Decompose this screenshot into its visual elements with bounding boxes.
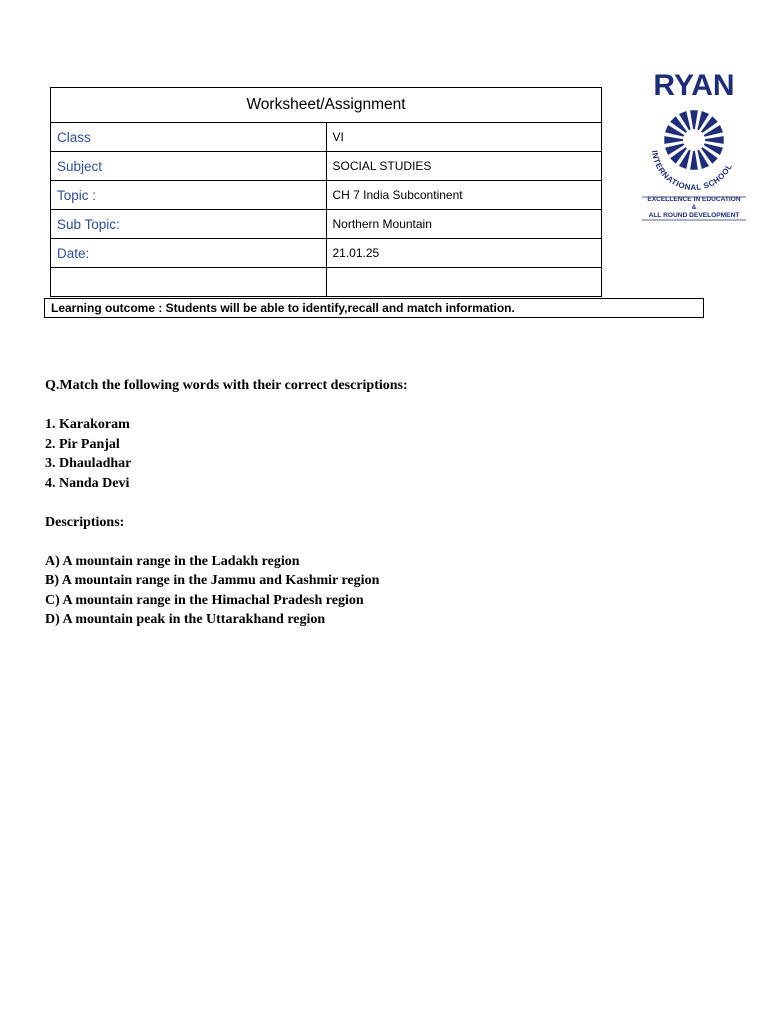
sunburst-icon bbox=[664, 110, 723, 169]
topic-value: CH 7 India Subcontinent bbox=[326, 181, 602, 210]
question-prompt: Q.Match the following words with their correct descriptions: bbox=[45, 378, 408, 393]
logo-motto-line1: EXCELLENCE IN EDUCATION bbox=[647, 196, 741, 203]
descriptions-heading: Descriptions: bbox=[45, 514, 125, 530]
class-label: Class bbox=[51, 123, 327, 152]
sunburst-ray bbox=[690, 151, 698, 170]
sub-topic-value: Northern Mountain bbox=[326, 210, 602, 239]
logo-motto-line2: ALL ROUND DEVELOPMENT bbox=[648, 212, 740, 219]
sunburst-ray bbox=[690, 110, 698, 129]
class-row bbox=[51, 123, 602, 152]
logo-school-text: INTERNATIONAL SCHOOL bbox=[650, 149, 735, 193]
topic-row bbox=[51, 181, 602, 210]
sub-topic-label: Sub Topic: bbox=[51, 210, 327, 239]
subject-label: Subject bbox=[51, 152, 327, 181]
worksheet-header-table bbox=[50, 87, 602, 297]
logo-name: RYAN bbox=[653, 69, 735, 102]
ryan-logo-icon bbox=[636, 66, 754, 226]
class-value: VI bbox=[326, 123, 602, 152]
topic-label: Topic : bbox=[51, 181, 327, 210]
empty-cell-right bbox=[326, 268, 602, 297]
worksheet-title-row bbox=[51, 88, 602, 123]
worksheet-title: Worksheet/Assignment bbox=[51, 88, 602, 123]
match-item-1: 1. Karakoram bbox=[45, 417, 130, 432]
logo-motto-amp: & bbox=[691, 204, 697, 211]
date-row bbox=[51, 239, 602, 268]
learning-outcome: Learning outcome : Students will be able to identify,recall and match information. bbox=[44, 298, 704, 318]
description-a: A) A mountain range in the Ladakh region bbox=[45, 553, 300, 569]
description-c: C) A mountain range in the Himachal Pradesh region bbox=[45, 592, 364, 608]
date-label: Date: bbox=[51, 239, 327, 268]
description-d: D) A mountain peak in the Uttarakhand region bbox=[45, 612, 326, 627]
date-value: 21.01.25 bbox=[326, 239, 602, 268]
sub-topic-row bbox=[51, 210, 602, 239]
sunburst-ray bbox=[664, 136, 683, 144]
description-b: B) A mountain range in the Jammu and Kashmir region bbox=[45, 573, 380, 588]
empty-cell-left bbox=[51, 268, 327, 297]
match-item-2: 2. Pir Panjal bbox=[45, 436, 120, 452]
match-item-4: 4. Nanda Devi bbox=[45, 475, 130, 491]
subject-value: SOCIAL STUDIES bbox=[326, 152, 602, 181]
question-section bbox=[45, 376, 725, 630]
school-logo bbox=[636, 66, 754, 226]
sunburst-ray bbox=[705, 136, 724, 144]
subject-row bbox=[51, 152, 602, 181]
empty-row bbox=[51, 268, 602, 297]
match-item-3: 3. Dhauladhar bbox=[45, 456, 132, 471]
